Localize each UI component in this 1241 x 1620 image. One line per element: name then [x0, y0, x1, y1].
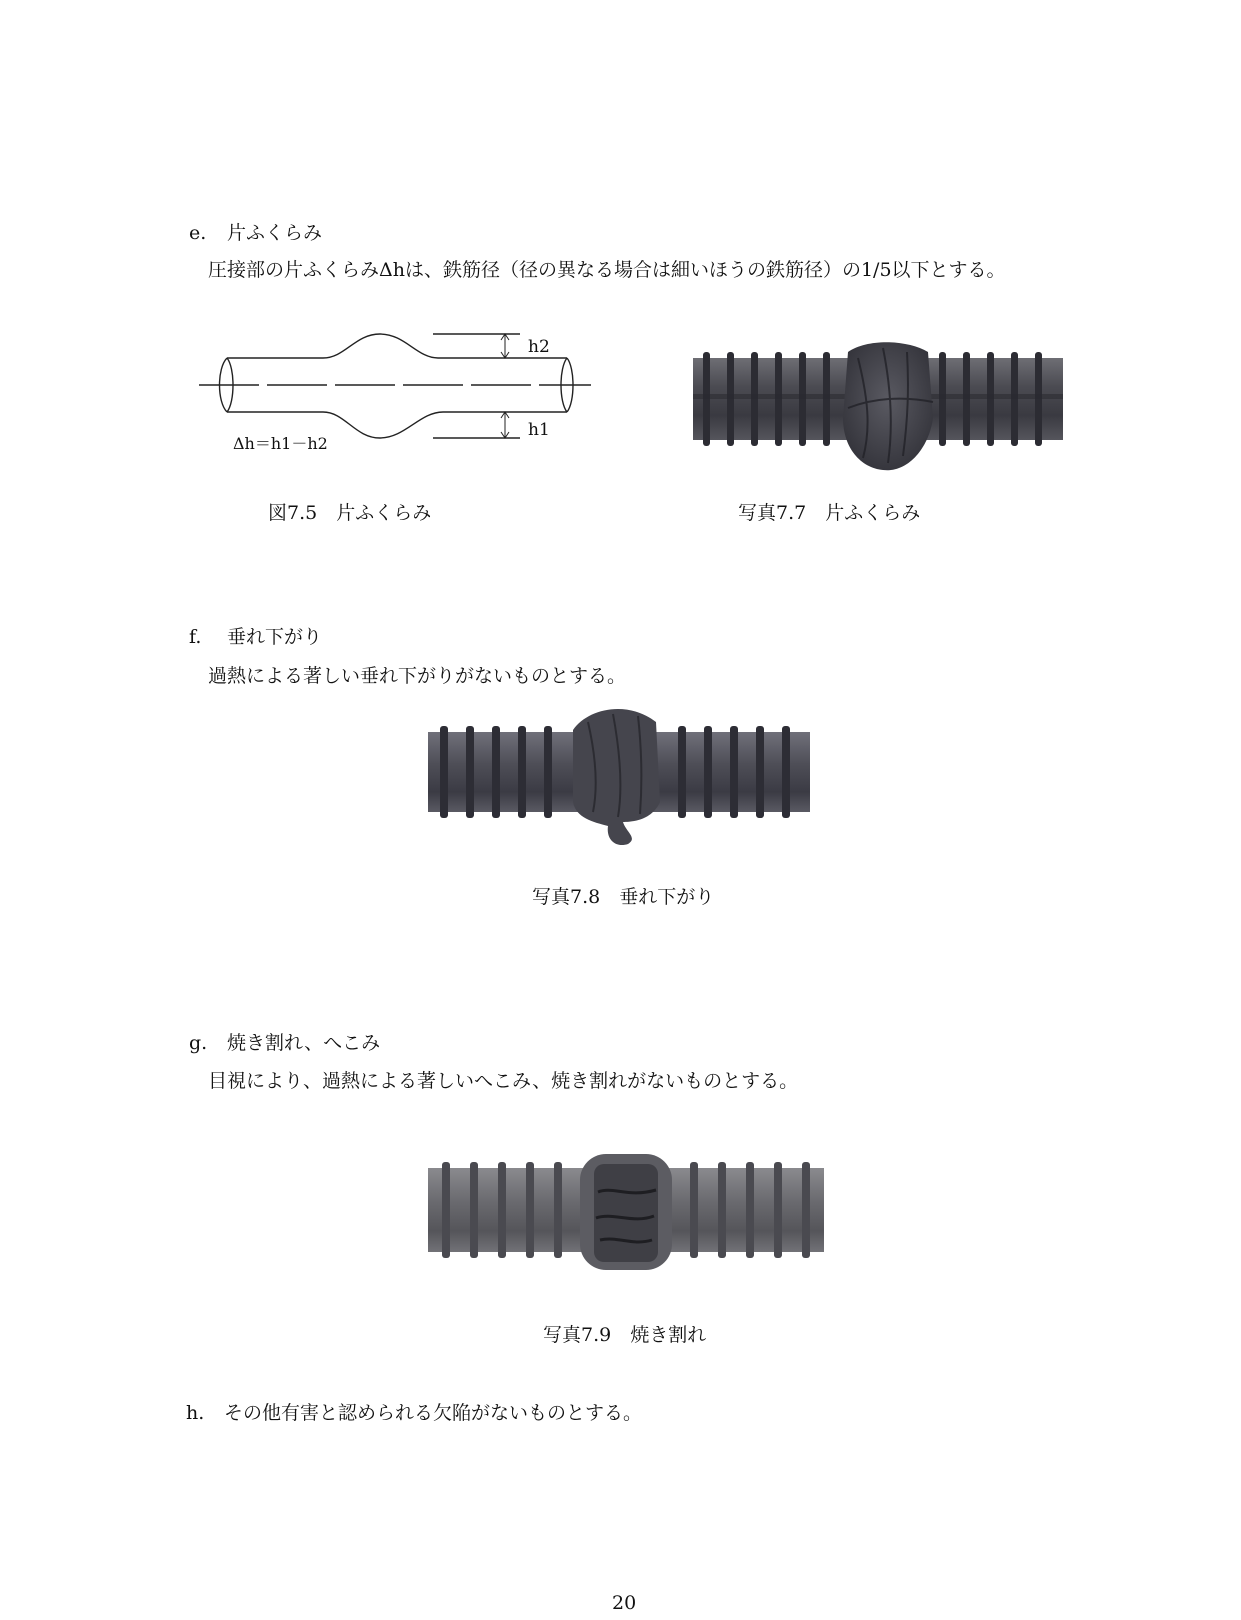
section-h-letter: h.: [186, 1402, 205, 1424]
formula-delta-h: Δh＝h1－h2: [233, 434, 328, 453]
photo-burn-crack: [428, 1140, 824, 1280]
section-f-body: 過熱による著しい垂れ下がりがないものとする。: [208, 665, 627, 687]
photo-bulge: [693, 338, 1063, 488]
section-e-body: 圧接部の片ふくらみΔhは、鉄筋径（径の異なる場合は細いほうの鉄筋径）の1/5以下とする。: [208, 259, 1006, 281]
label-h1: h1: [528, 420, 550, 440]
page-number: 20: [612, 1592, 637, 1614]
photo-7-8-caption: 写真7.8 垂れ下がり: [532, 886, 715, 908]
label-h2: h2: [528, 337, 550, 357]
section-e-letter: e.: [189, 222, 207, 244]
figure-7-5-caption: 図7.5 片ふくらみ: [268, 502, 432, 524]
section-g-heading: [189, 1028, 380, 1055]
section-g-title: 焼き割れ、へこみ: [227, 1032, 381, 1054]
photo-7-9-caption: 写真7.9 焼き割れ: [543, 1324, 707, 1346]
section-h-title: その他有害と認められる欠陥がないものとする。: [224, 1402, 643, 1424]
section-g-letter: g.: [189, 1032, 208, 1054]
section-g-body: 目視により、過熱による著しいへこみ、焼き割れがないものとする。: [208, 1070, 799, 1092]
section-h-heading: [186, 1398, 642, 1425]
section-f-letter: f.: [189, 626, 202, 648]
section-e-heading: [189, 218, 322, 245]
photo-7-7-caption: 写真7.7 片ふくらみ: [738, 502, 921, 524]
photo-sagging: [428, 702, 810, 862]
section-f-title: 垂れ下がり: [227, 626, 323, 648]
section-f-heading: [189, 622, 322, 649]
bulge-diagram: [195, 330, 615, 460]
section-e-title: 片ふくらみ: [227, 222, 323, 244]
